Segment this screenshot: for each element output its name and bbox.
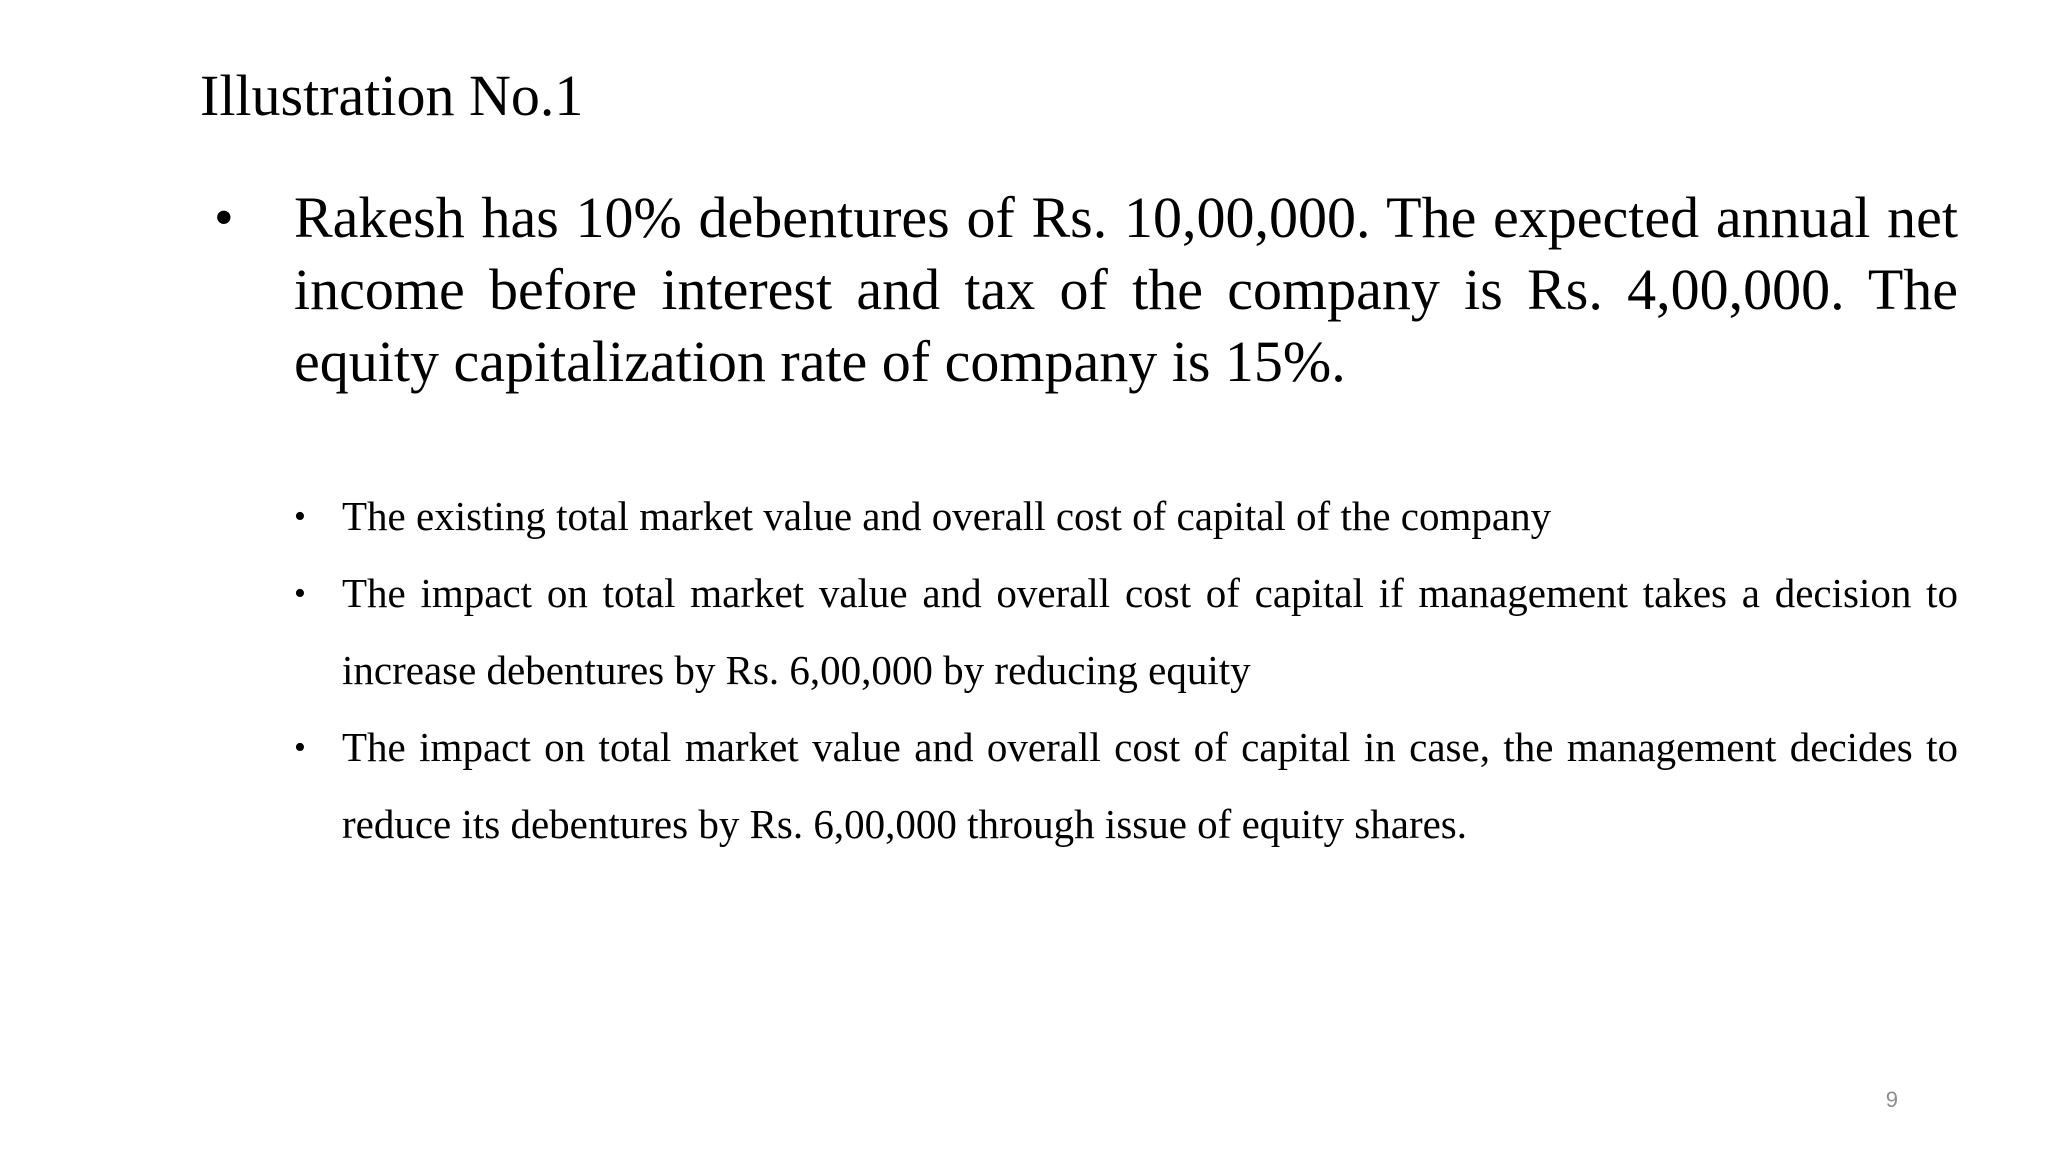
slide-title: Illustration No.1 — [200, 63, 584, 128]
sub-bullet-item — [294, 555, 1958, 709]
bullet-icon: • — [294, 498, 306, 535]
sub-bullet-item — [294, 478, 1958, 555]
main-bullet-text: Rakesh has 10% debentures of Rs. 10,00,000. The expected annual net income before interest and tax of the company is Rs. 4,00,000. The equity capitalization rate of company is 15%. — [294, 185, 1958, 394]
bullet-icon: • — [214, 187, 234, 249]
sub-bullet-text: The impact on total market value and overall cost of capital in case, the management decides to reduce its debentures by Rs. 6,00,000 through issue of equity shares. — [342, 724, 1958, 847]
sub-bullet-list — [294, 478, 1958, 863]
sub-bullet-item — [294, 709, 1958, 863]
bullet-icon: • — [294, 575, 306, 612]
bullet-icon: • — [294, 729, 306, 766]
main-bullet — [214, 182, 1958, 398]
sub-bullet-text: The impact on total market value and overall cost of capital if management takes a decision to increase debentures by Rs. 6,00,000 by reducing equity — [342, 570, 1958, 693]
page-number: 9 — [1885, 1087, 1898, 1112]
sub-bullet-text: The existing total market value and overall cost of capital of the company — [342, 493, 1552, 539]
